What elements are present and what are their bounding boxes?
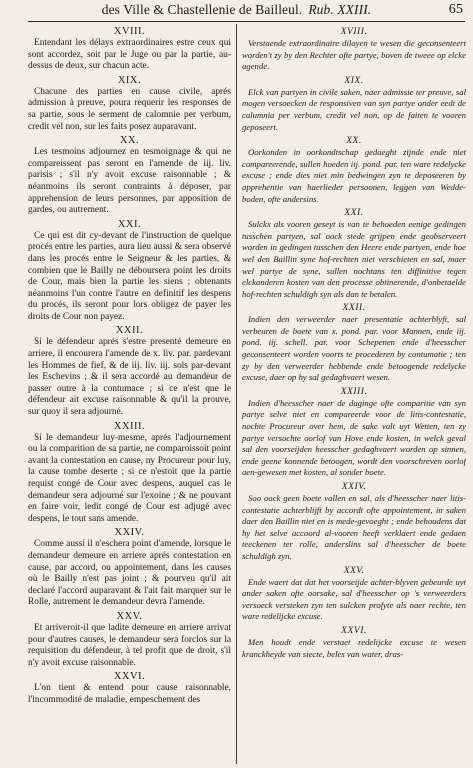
article-text: Indien den verweerder naer presentatie achterblyft, sal verbeuren de boete van x. pond. par. voor Mannen, ende iij. pond. iij. schell. par. voor Schepenen ende d'heesscher geconsenteert worden voorts te procederen by contumatie ; ten zy by den verweerder hebbende ende betoogende redelycke excuse, daer op hy sal gedaghvaert wesen. <box>242 314 466 383</box>
running-header <box>0 2 473 22</box>
french-article <box>28 527 231 609</box>
article-number: XXII. <box>342 302 366 314</box>
french-article <box>28 219 231 324</box>
article-number: XXV. <box>116 610 143 622</box>
article-number: XXIII. <box>340 385 368 397</box>
flemish-article <box>242 481 466 563</box>
column-divider <box>236 24 237 764</box>
article-text: Si le demandeur luy-mesme, aprés l'adjournement ou la comparition de sa partie, ne comparoissoit point avant la contestation en cause, ny Procureur pour luy, la cause tombe deserte ; si ce n'estoit que la partie requist congé de Cour avec despens, auquel cas le demandeur sera adjourné sur l'exoine ; & ne pouvant en faire voir, ledit congé de Cour est adjugé avec despens, le tout sans amende. <box>28 432 231 524</box>
flemish-article <box>242 207 466 300</box>
article-text: Men houdt ende verstaet redelijcke excuse te wesen kranckheyde van siecte, beles van water, dras- <box>242 636 466 659</box>
article-text: Chacune des parties en cause civile, aprés admission à preuve, poura requerir les responses de sa partie, sous le serment de calomnie per verbum, credit vel non, sur les faits posez auparavant. <box>28 86 231 132</box>
article-text: Les tesmoins adjournez en tesmoignage & qui ne compareissent pas seront en l'amende de iij. liv. parisis ; s'il n'y avoit excuse raisonnable ; & néanmoins ils seront contraints à déposer, par apprehension de leurs personnes, par apposition de gardes, ou autrement. <box>28 147 231 216</box>
page-number: 65 <box>448 2 463 17</box>
article-number: XXI. <box>117 218 142 230</box>
flemish-article <box>242 625 466 660</box>
french-article <box>28 421 231 526</box>
article-number: XIX. <box>344 74 364 86</box>
article-text: Entendant les délays extraordinaires estre ceux qui sont accordez, soit par le Juge ou par la partie, au-dessus de deux, sur chacun acte. <box>28 38 231 72</box>
flemish-article <box>242 135 466 205</box>
article-text: Comme aussi il n'eschera point d'amende, lorsque le demandeur demeure en arriere aprés contestation en cause, par accord, ou appointement, dans les causes où le Bailly n'est pas joint ; & pourveu qu'il ait declaré l'accord auparavant & l'ait fait marquer sur le Rolle, autrement le demandeur devra l'amende. <box>28 539 231 608</box>
article-text: Sulckx als vooren geseyt is van te behoeden eenige gedingen tusschen partyen, sal oock stede grijpen ende geobserveert worden in gedingen tusschen den Heere ende partyen, ende hoe wel den Baillin syne hof-rechten niet verschieten en sal, maer wel partye de syne, sullen nochtans ten diffinitive tegen elckanderen kosten van den processe obtinerende, d'onbetaelde hof-rechten schuldigh syn als dan te betalen. <box>242 219 466 299</box>
flemish-article <box>242 302 466 384</box>
flemish-column <box>242 26 466 768</box>
french-article <box>28 671 231 706</box>
article-text: Soo oock geen boete vallen en sal, als d'heesscher naer litis-contestatie achterblijft by accordt ofte appointement, in saken daer den Baillin niet en is mede-gevoeght ; ende behoudens dat hy het selve accoord al-vooren heeft verklaert ende gedaen teeckenen ter rolle, anderslins sal d'heesscher de boete schuldigh zyn. <box>242 493 466 561</box>
article-text: Indien d'heesscher naer de daginge ofte comparitie van syn partye selve niet en compareerde voor de litis-contestatie, nochte Procureur over hem, de sake valt uyt Wetten, ten zy partye versochte oorlof van Hove ende kosten, in welck geval sal den voorseijden heesscher gedaghvaert worden op sinnen, ende geene konnende betoogen, wordt den voorschreven oorlof aen-gewesen met kosten, al sonder boete. <box>242 397 466 478</box>
french-article <box>28 75 231 133</box>
article-text: Ce qui est dit cy-devant de l'instruction de quelque procés entre les parties, aura lieu aussi & sera observé dans les procés entre le Seigneur & les parties, & combien que le Bailly ne déboursera point les droits de Cour, mais bien la partie les siens ; obtenants néanmoins l'un contre l'autre en definitif les despens du procés, ils seront pour lors obligez de payer les droits de Cour non payez. <box>28 230 231 322</box>
flemish-article <box>242 75 466 133</box>
article-text: Oorkonden in oorkondtschap gedaeght zijnde ende niet compareerende, sullen hoeden iij. pond. par. ten ware redelycke excuse ; ende dies niet min bedwingen zyn te deposeeren by apprehentie van haerlieder persoonen, leggen van Wedde-boden, ofte andersins. <box>242 147 466 204</box>
article-number: XVIII. <box>113 26 146 37</box>
article-number: XXIV. <box>341 481 367 492</box>
article-number: XXIII. <box>113 420 146 432</box>
article-number: XIX. <box>117 74 142 86</box>
flemish-article <box>242 26 466 73</box>
french-article <box>28 135 231 217</box>
article-text: Ende waert dat dat het voorseijde achter-blyven gebeurde uyt ander saken ofte oorsake, sal d'heesscher op 's verweerders versoeck versteken zyn ten sulcken profyte als naer rechte, ten ware redelijcke excuse. <box>242 576 466 622</box>
article-text: Si le défendeur aprés s'estre presenté demeure en arriere, il encourera l'amende de x. liv. par. pardevant les Hommes de fief, & de iij. liv. iij. sols par-devant les Eschevins ; & il sera accordé au demandeur de passer outre à la contumace ; si ce n'est que le défendeur ait excuse raisonnable & qu'il la prouve, sur quoy il sera adjourné. <box>28 337 231 418</box>
flemish-article <box>242 565 466 623</box>
french-article <box>28 325 231 418</box>
article-text: Verstaende extraordinaire dilayen te wesen die geconsenteert worden't zy by den Rechter ofte partye, boven de tweee op elcke agende. <box>242 38 466 72</box>
article-number: XXIV. <box>114 527 145 539</box>
article-number: XX. <box>346 135 362 147</box>
article-text: Elck van partyen in civile saken, naer admissie ter preuve, sal mogen versoecken de responsiven van syn partye onder eedt de calumnia per verbum, credit vel non, op de faiten te vooren geposeert. <box>242 86 466 132</box>
header-rule <box>28 21 465 22</box>
article-text: L'on tient & entend pour cause raisonnable, l'incommodité de maladie, empeschement des <box>28 683 231 705</box>
article-number: XVIII. <box>340 26 368 37</box>
french-article <box>28 26 231 73</box>
flemish-article <box>242 386 466 479</box>
article-number: XX. <box>119 135 140 147</box>
article-number: XXV. <box>343 564 365 576</box>
french-article <box>28 611 231 669</box>
article-number: XXII. <box>115 325 144 337</box>
article-number: XXVI. <box>341 624 367 636</box>
header-title: des Ville & Chastellenie de Bailleul. <box>101 2 303 17</box>
header-rubric: Rub. XXIII. <box>308 2 372 17</box>
article-text: Et arriveroit-il que ladite demeure en arriere arrivat pour d'autres causes, le demandeur sera forclos sur la requisition du défendeur, à tel profit que de droit, s'il n'y avoit excuse raisonnable. <box>28 622 231 668</box>
french-column <box>28 26 231 768</box>
article-number: XXVI. <box>113 671 146 683</box>
article-number: XXI. <box>344 207 364 219</box>
